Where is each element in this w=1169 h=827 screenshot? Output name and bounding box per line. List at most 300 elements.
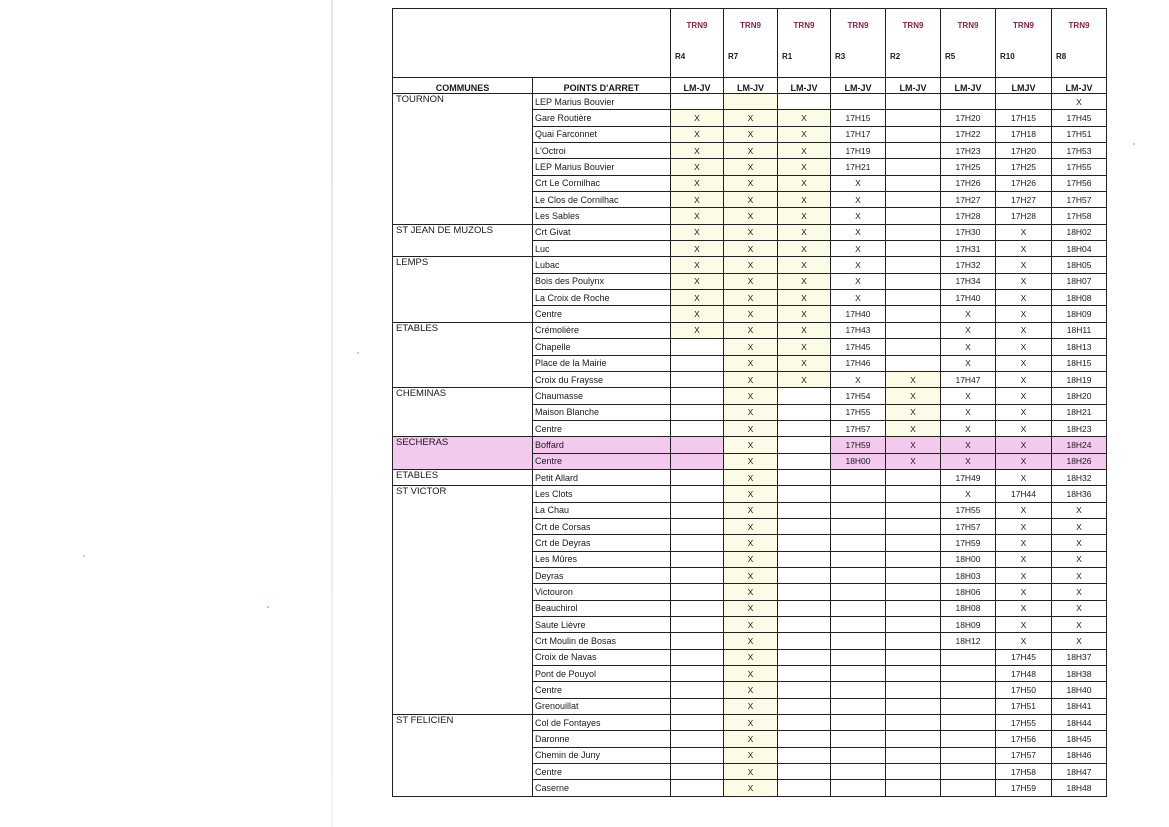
- time-cell: 17H25: [941, 159, 996, 175]
- time-cell: X: [996, 518, 1052, 534]
- time-cell: 18H09: [1052, 306, 1107, 322]
- time-cell: [778, 731, 831, 747]
- time-cell: 18H32: [1052, 469, 1107, 485]
- time-cell: [831, 584, 886, 600]
- time-cell: X: [996, 584, 1052, 600]
- time-cell: 17H50: [996, 682, 1052, 698]
- time-cell: X: [996, 371, 1052, 387]
- time-cell: [941, 649, 996, 665]
- time-cell: 17H26: [941, 175, 996, 191]
- time-cell: X: [996, 633, 1052, 649]
- time-cell: X: [724, 617, 778, 633]
- time-cell: 18H38: [1052, 666, 1107, 682]
- time-cell: X: [724, 224, 778, 240]
- route-label: R5: [945, 52, 956, 61]
- time-cell: X: [831, 208, 886, 224]
- points-header: POINTS D'ARRET: [533, 78, 671, 94]
- time-cell: [831, 518, 886, 534]
- time-cell: [671, 567, 724, 583]
- time-cell: [778, 682, 831, 698]
- time-cell: 18H13: [1052, 339, 1107, 355]
- time-cell: [778, 617, 831, 633]
- stop-name: La Croix de Roche: [533, 290, 671, 306]
- time-cell: 17H55: [996, 715, 1052, 731]
- time-cell: 17H25: [996, 159, 1052, 175]
- time-cell: 17H55: [941, 502, 996, 518]
- time-cell: 17H45: [996, 649, 1052, 665]
- time-cell: [831, 715, 886, 731]
- time-cell: [778, 567, 831, 583]
- time-cell: [778, 649, 831, 665]
- time-cell: [671, 682, 724, 698]
- time-cell: [831, 535, 886, 551]
- time-cell: X: [778, 290, 831, 306]
- time-cell: X: [831, 241, 886, 257]
- time-cell: 17H49: [941, 469, 996, 485]
- time-cell: 17H46: [831, 355, 886, 371]
- line-label: TRN9: [902, 21, 924, 30]
- time-cell: [886, 535, 941, 551]
- time-cell: [941, 731, 996, 747]
- time-cell: 17H56: [996, 731, 1052, 747]
- time-cell: 17H58: [1052, 208, 1107, 224]
- communes-header: COMMUNES: [393, 78, 533, 94]
- stop-name: Maison Blanche: [533, 404, 671, 420]
- time-cell: X: [996, 241, 1052, 257]
- time-cell: X: [724, 731, 778, 747]
- time-cell: [671, 486, 724, 502]
- time-cell: X: [724, 453, 778, 469]
- time-cell: 18H19: [1052, 371, 1107, 387]
- time-cell: X: [778, 192, 831, 208]
- commune-name: ST FELICIEN: [393, 715, 533, 797]
- time-cell: [671, 371, 724, 387]
- time-cell: [886, 143, 941, 159]
- time-cell: [886, 682, 941, 698]
- time-cell: X: [886, 420, 941, 436]
- table-row: [393, 486, 1107, 502]
- time-cell: X: [996, 290, 1052, 306]
- time-cell: X: [996, 502, 1052, 518]
- time-cell: 17H40: [831, 306, 886, 322]
- time-cell: X: [996, 224, 1052, 240]
- time-cell: X: [724, 257, 778, 273]
- time-cell: X: [724, 600, 778, 616]
- time-cell: 17H57: [996, 747, 1052, 763]
- time-cell: X: [671, 322, 724, 338]
- time-cell: [831, 780, 886, 796]
- time-cell: X: [671, 306, 724, 322]
- timetable: [392, 8, 1107, 797]
- time-cell: [886, 567, 941, 583]
- time-cell: [671, 780, 724, 796]
- route-header: [831, 9, 886, 78]
- stop-name: Deyras: [533, 567, 671, 583]
- time-cell: X: [941, 420, 996, 436]
- time-cell: 17H43: [831, 322, 886, 338]
- route-header: [941, 9, 996, 78]
- line-label: TRN9: [793, 21, 815, 30]
- time-cell: X: [671, 224, 724, 240]
- time-cell: X: [1052, 567, 1107, 583]
- route-header: [778, 9, 831, 78]
- time-cell: [671, 649, 724, 665]
- time-cell: [886, 715, 941, 731]
- time-cell: X: [1052, 502, 1107, 518]
- time-cell: [778, 453, 831, 469]
- time-cell: 17H26: [996, 175, 1052, 191]
- time-cell: X: [996, 420, 1052, 436]
- days-header: LM-JV: [724, 78, 778, 94]
- time-cell: [778, 486, 831, 502]
- time-cell: 17H47: [941, 371, 996, 387]
- route-label: R8: [1056, 52, 1067, 61]
- commune-name: CHEMINAS: [393, 388, 533, 437]
- line-label: TRN9: [957, 21, 979, 30]
- time-cell: 18H02: [1052, 224, 1107, 240]
- stop-name: Beauchirol: [533, 600, 671, 616]
- stop-name: Croix de Navas: [533, 649, 671, 665]
- time-cell: X: [724, 126, 778, 142]
- stop-name: Luc: [533, 241, 671, 257]
- time-cell: X: [671, 175, 724, 191]
- time-cell: 17H23: [941, 143, 996, 159]
- time-cell: 18H24: [1052, 437, 1107, 453]
- time-cell: 18H15: [1052, 355, 1107, 371]
- time-cell: [778, 420, 831, 436]
- table-row: [393, 388, 1107, 404]
- time-cell: 17H34: [941, 273, 996, 289]
- time-cell: X: [724, 764, 778, 780]
- time-cell: X: [886, 388, 941, 404]
- time-cell: X: [996, 404, 1052, 420]
- time-cell: [941, 682, 996, 698]
- time-cell: [831, 94, 886, 110]
- time-cell: [886, 290, 941, 306]
- time-cell: [886, 208, 941, 224]
- stop-name: Centre: [533, 764, 671, 780]
- time-cell: [886, 192, 941, 208]
- time-cell: [671, 584, 724, 600]
- time-cell: X: [941, 486, 996, 502]
- time-cell: X: [1052, 518, 1107, 534]
- stop-name: Centre: [533, 306, 671, 322]
- time-cell: [671, 420, 724, 436]
- time-cell: [778, 666, 831, 682]
- time-cell: [671, 518, 724, 534]
- time-cell: 17H59: [941, 535, 996, 551]
- time-cell: [778, 437, 831, 453]
- time-cell: [671, 453, 724, 469]
- stop-name: Boffard: [533, 437, 671, 453]
- time-cell: X: [724, 666, 778, 682]
- time-cell: 17H19: [831, 143, 886, 159]
- stop-name: Crt de Corsas: [533, 518, 671, 534]
- time-cell: X: [724, 584, 778, 600]
- scan-speck: [357, 352, 359, 354]
- time-cell: 17H15: [996, 110, 1052, 126]
- time-cell: X: [778, 126, 831, 142]
- time-cell: [831, 682, 886, 698]
- time-cell: X: [996, 257, 1052, 273]
- time-cell: [831, 698, 886, 714]
- time-cell: 18H46: [1052, 747, 1107, 763]
- time-cell: 17H44: [996, 486, 1052, 502]
- route-label: R2: [890, 52, 901, 61]
- time-cell: X: [724, 518, 778, 534]
- time-cell: 17H28: [996, 208, 1052, 224]
- time-cell: 18H36: [1052, 486, 1107, 502]
- time-cell: X: [778, 224, 831, 240]
- stop-name: Gare Routière: [533, 110, 671, 126]
- stop-name: LEP Marius Bouvier: [533, 94, 671, 110]
- time-cell: X: [724, 747, 778, 763]
- column-header-row: [393, 78, 1107, 94]
- time-cell: X: [724, 306, 778, 322]
- time-cell: X: [724, 437, 778, 453]
- time-cell: X: [831, 175, 886, 191]
- time-cell: [831, 551, 886, 567]
- time-cell: X: [996, 617, 1052, 633]
- time-cell: X: [831, 192, 886, 208]
- stop-name: Chaumasse: [533, 388, 671, 404]
- time-cell: X: [724, 633, 778, 649]
- time-cell: 18H40: [1052, 682, 1107, 698]
- line-label: TRN9: [1068, 21, 1090, 30]
- time-cell: X: [996, 355, 1052, 371]
- time-cell: X: [778, 371, 831, 387]
- time-cell: X: [724, 322, 778, 338]
- time-cell: X: [778, 273, 831, 289]
- time-cell: 18H48: [1052, 780, 1107, 796]
- time-cell: X: [941, 404, 996, 420]
- time-cell: X: [996, 535, 1052, 551]
- time-cell: X: [831, 257, 886, 273]
- time-cell: 18H11: [1052, 322, 1107, 338]
- table-row: [393, 715, 1107, 731]
- time-cell: [778, 747, 831, 763]
- time-cell: X: [724, 355, 778, 371]
- time-cell: [886, 306, 941, 322]
- time-cell: 18H00: [941, 551, 996, 567]
- time-cell: [671, 355, 724, 371]
- time-cell: [886, 747, 941, 763]
- time-cell: [886, 698, 941, 714]
- table-row: [393, 469, 1107, 485]
- time-cell: [886, 224, 941, 240]
- time-cell: 17H51: [1052, 126, 1107, 142]
- time-cell: 18H41: [1052, 698, 1107, 714]
- time-cell: [886, 110, 941, 126]
- time-cell: [886, 175, 941, 191]
- time-cell: X: [941, 339, 996, 355]
- header-spacer: [533, 9, 671, 78]
- time-cell: X: [886, 453, 941, 469]
- time-cell: 18H26: [1052, 453, 1107, 469]
- days-header: LMJV: [996, 78, 1052, 94]
- time-cell: [886, 469, 941, 485]
- time-cell: X: [671, 192, 724, 208]
- stop-name: Daronne: [533, 731, 671, 747]
- time-cell: 18H08: [941, 600, 996, 616]
- time-cell: [886, 633, 941, 649]
- days-header: LM-JV: [886, 78, 941, 94]
- time-cell: 18H07: [1052, 273, 1107, 289]
- stop-name: Quai Farconnet: [533, 126, 671, 142]
- time-cell: X: [778, 355, 831, 371]
- stop-name: Victouron: [533, 584, 671, 600]
- time-cell: X: [778, 257, 831, 273]
- time-cell: [778, 535, 831, 551]
- time-cell: X: [1052, 94, 1107, 110]
- time-cell: [941, 764, 996, 780]
- time-cell: X: [724, 192, 778, 208]
- time-cell: 17H58: [996, 764, 1052, 780]
- time-cell: 17H54: [831, 388, 886, 404]
- stop-name: Bois des Poulynx: [533, 273, 671, 289]
- time-cell: 17H15: [831, 110, 886, 126]
- time-cell: X: [778, 159, 831, 175]
- time-cell: 17H18: [996, 126, 1052, 142]
- time-cell: 17H55: [1052, 159, 1107, 175]
- stop-name: LEP Marius Bouvier: [533, 159, 671, 175]
- time-cell: [671, 469, 724, 485]
- time-cell: X: [996, 273, 1052, 289]
- time-cell: X: [671, 159, 724, 175]
- stop-name: Centre: [533, 682, 671, 698]
- stop-name: Crt de Deyras: [533, 535, 671, 551]
- time-cell: X: [1052, 617, 1107, 633]
- time-cell: [671, 666, 724, 682]
- time-cell: X: [671, 241, 724, 257]
- time-cell: [886, 551, 941, 567]
- time-cell: [671, 698, 724, 714]
- route-header: [1052, 9, 1107, 78]
- time-cell: X: [671, 257, 724, 273]
- time-cell: 17H30: [941, 224, 996, 240]
- time-cell: [886, 159, 941, 175]
- time-cell: [671, 502, 724, 518]
- time-cell: X: [724, 143, 778, 159]
- time-cell: [778, 715, 831, 731]
- time-cell: [886, 322, 941, 338]
- time-cell: X: [724, 682, 778, 698]
- time-cell: X: [724, 388, 778, 404]
- time-cell: 18H12: [941, 633, 996, 649]
- commune-name: SECHERAS: [393, 437, 533, 470]
- time-cell: X: [778, 110, 831, 126]
- stop-name: Crémolière: [533, 322, 671, 338]
- table-row: [393, 322, 1107, 338]
- time-cell: 18H08: [1052, 290, 1107, 306]
- time-cell: X: [671, 126, 724, 142]
- time-cell: [778, 469, 831, 485]
- time-cell: X: [778, 306, 831, 322]
- time-cell: X: [724, 371, 778, 387]
- time-cell: X: [724, 469, 778, 485]
- stop-name: Crt Moulin de Bosas: [533, 633, 671, 649]
- commune-name: ETABLES: [393, 322, 533, 387]
- days-header: LM-JV: [831, 78, 886, 94]
- scan-edge: [331, 0, 333, 827]
- time-cell: 17H20: [996, 143, 1052, 159]
- time-cell: X: [671, 290, 724, 306]
- stop-name: Le Clos de Cornilhac: [533, 192, 671, 208]
- time-cell: X: [778, 339, 831, 355]
- time-cell: X: [724, 535, 778, 551]
- stop-name: Centre: [533, 453, 671, 469]
- stop-name: Place de la Mairie: [533, 355, 671, 371]
- stop-name: Crt Le Cornilhac: [533, 175, 671, 191]
- table-row: [393, 257, 1107, 273]
- time-cell: 17H17: [831, 126, 886, 142]
- time-cell: X: [724, 241, 778, 257]
- time-cell: X: [724, 567, 778, 583]
- time-cell: 18H00: [831, 453, 886, 469]
- time-cell: [831, 731, 886, 747]
- time-cell: X: [724, 502, 778, 518]
- time-cell: X: [996, 600, 1052, 616]
- time-cell: [778, 404, 831, 420]
- time-cell: X: [996, 551, 1052, 567]
- time-cell: [778, 633, 831, 649]
- time-cell: X: [1052, 535, 1107, 551]
- time-cell: 17H55: [831, 404, 886, 420]
- time-cell: X: [941, 322, 996, 338]
- time-cell: [671, 388, 724, 404]
- time-cell: X: [724, 715, 778, 731]
- time-cell: [941, 747, 996, 763]
- time-cell: X: [996, 322, 1052, 338]
- time-cell: X: [778, 175, 831, 191]
- time-cell: X: [724, 420, 778, 436]
- time-cell: 17H48: [996, 666, 1052, 682]
- time-cell: [831, 502, 886, 518]
- time-cell: [671, 617, 724, 633]
- route-label: R1: [782, 52, 793, 61]
- table-row: [393, 437, 1107, 453]
- route-header: [996, 9, 1052, 78]
- stop-name: Les Mûres: [533, 551, 671, 567]
- time-cell: [886, 339, 941, 355]
- table-row: [393, 224, 1107, 240]
- time-cell: X: [671, 273, 724, 289]
- time-cell: X: [671, 143, 724, 159]
- commune-name: LEMPS: [393, 257, 533, 322]
- time-cell: [671, 94, 724, 110]
- time-cell: X: [724, 698, 778, 714]
- time-cell: 17H57: [831, 420, 886, 436]
- time-cell: 17H40: [941, 290, 996, 306]
- time-cell: X: [831, 273, 886, 289]
- time-cell: 17H51: [996, 698, 1052, 714]
- line-label: TRN9: [740, 21, 761, 30]
- time-cell: [671, 600, 724, 616]
- time-cell: 17H45: [831, 339, 886, 355]
- time-cell: X: [996, 469, 1052, 485]
- time-cell: [886, 257, 941, 273]
- time-cell: 18H45: [1052, 731, 1107, 747]
- route-label: R3: [835, 52, 846, 61]
- time-cell: X: [724, 486, 778, 502]
- line-label: TRN9: [686, 21, 708, 30]
- time-cell: [778, 551, 831, 567]
- time-cell: [778, 698, 831, 714]
- stop-name: Chemin de Juny: [533, 747, 671, 763]
- stop-name: Les Clots: [533, 486, 671, 502]
- time-cell: [886, 518, 941, 534]
- time-cell: [778, 518, 831, 534]
